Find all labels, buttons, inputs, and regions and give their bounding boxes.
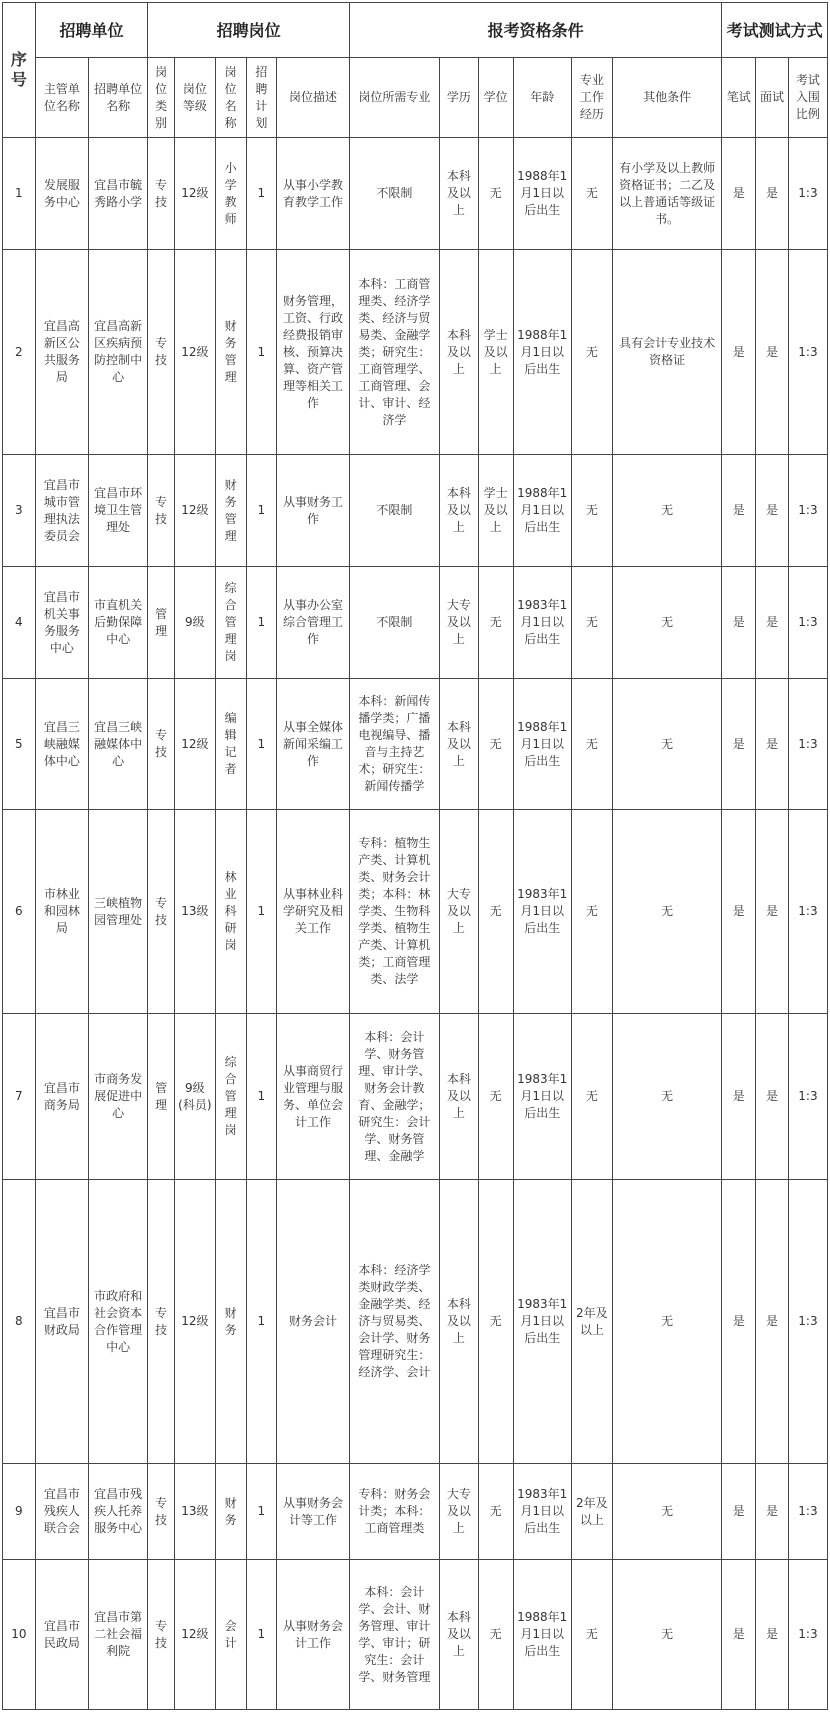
table-cell: 从事财务会计等工作: [277, 1464, 350, 1560]
table-cell: 1: [246, 1014, 277, 1180]
table-cell: 1: [246, 810, 277, 1014]
table-cell: 林业科研岗: [215, 810, 246, 1014]
table-cell: 无: [571, 250, 612, 455]
table-cell: 12级: [174, 679, 215, 810]
table-cell: 12级: [174, 1180, 215, 1464]
table-cell: 专技: [148, 679, 175, 810]
table-cell: 专科：财务会计类；本科：工商管理类: [349, 1464, 439, 1560]
header-sub: 岗位等级: [174, 58, 215, 138]
row-number: 2: [3, 250, 36, 455]
table-cell: 宜昌市毓秀路小学: [88, 138, 147, 250]
table-cell: 宜昌高新区公共服务局: [35, 250, 88, 455]
table-cell: 1983年1月1日以后出生: [513, 1014, 571, 1180]
table-cell: 12级: [174, 455, 215, 567]
table-row: [3, 138, 828, 250]
table-cell: 发展服务中心: [35, 138, 88, 250]
header-group-qualification: 报考资格条件: [349, 3, 722, 58]
table-cell: 宜昌市第二社会福利院: [88, 1560, 147, 1710]
table-cell: 市林业和园林局: [35, 810, 88, 1014]
table-cell: 从事商贸行业管理与服务、单位会计工作: [277, 1014, 350, 1180]
table-cell: 1983年1月1日以后出生: [513, 1180, 571, 1464]
table-cell: 是: [722, 1014, 756, 1180]
table-cell: 无: [478, 810, 513, 1014]
table-cell: 宜昌市残疾人托养服务中心: [88, 1464, 147, 1560]
table-cell: 是: [722, 455, 756, 567]
table-cell: 1988年1月1日以后出生: [513, 138, 571, 250]
table-cell: 1983年1月1日以后出生: [513, 810, 571, 1014]
table-cell: 是: [722, 1464, 756, 1560]
table-cell: 宜昌高新区疾病预防控制中心: [88, 250, 147, 455]
table-cell: 无: [478, 567, 513, 679]
table-cell: 从事全媒体新闻采编工作: [277, 679, 350, 810]
table-cell: 宜昌市机关事务服务中心: [35, 567, 88, 679]
table-cell: 无: [478, 1464, 513, 1560]
table-cell: 会计: [215, 1560, 246, 1710]
table-row: [3, 1464, 828, 1560]
table-cell: 1:3: [788, 138, 827, 250]
table-cell: 无: [612, 810, 722, 1014]
table-row: [3, 1560, 828, 1710]
table-cell: 学士及以上: [478, 250, 513, 455]
table-cell: 1983年1月1日以后出生: [513, 1464, 571, 1560]
table-cell: 1:3: [788, 567, 827, 679]
table-cell: 9级(科员): [174, 1014, 215, 1180]
table-cell: 是: [722, 567, 756, 679]
table-cell: 无: [612, 1180, 722, 1464]
header-sub: 岗位所需专业: [349, 58, 439, 138]
table-row: [3, 455, 828, 567]
header-group-exam: 考试测试方式: [722, 3, 828, 58]
table-cell: 从事林业科学研究及相关工作: [277, 810, 350, 1014]
header-sub: 招聘计划: [246, 58, 277, 138]
table-body: [3, 138, 828, 1710]
table-cell: 宜昌市财政局: [35, 1180, 88, 1464]
header-sub: 面试: [756, 58, 789, 138]
table-cell: 是: [756, 810, 789, 1014]
table-cell: 从事财务会计工作: [277, 1560, 350, 1710]
table-cell: 不限制: [349, 567, 439, 679]
table-cell: 本科：会计学、财务管理、审计学、财务会计教育、金融学；研究生：会计学、财务管理、金融学: [349, 1014, 439, 1180]
table-cell: 本科及以上: [439, 1560, 478, 1710]
table-cell: 1: [246, 138, 277, 250]
table-cell: 无: [478, 1014, 513, 1180]
table-cell: 具有会计专业技术资格证: [612, 250, 722, 455]
table-cell: 无: [478, 679, 513, 810]
table-cell: 财务会计: [277, 1180, 350, 1464]
table-cell: 1:3: [788, 679, 827, 810]
table-cell: 财务管理: [215, 250, 246, 455]
row-number: 5: [3, 679, 36, 810]
header-sub: 招聘单位名称: [88, 58, 147, 138]
table-cell: 宜昌市城市管理执法委员会: [35, 455, 88, 567]
table-cell: 1988年1月1日以后出生: [513, 1560, 571, 1710]
table-cell: 是: [756, 1014, 789, 1180]
table-cell: 1: [246, 567, 277, 679]
table-row: [3, 679, 828, 810]
table-cell: 2年及以上: [571, 1464, 612, 1560]
table-cell: 是: [722, 1180, 756, 1464]
table-cell: 本科：新闻传播学类；广播电视编导、播音与主持艺术；研究生：新闻传播学: [349, 679, 439, 810]
table-cell: 是: [756, 455, 789, 567]
table-cell: 是: [722, 679, 756, 810]
table-cell: 小学教师: [215, 138, 246, 250]
row-number: 8: [3, 1180, 36, 1464]
table-cell: 专技: [148, 1464, 175, 1560]
table-cell: 12级: [174, 138, 215, 250]
table-cell: 本科：工商管理类、经济学类、经济与贸易类、金融学类；研究生：工商管理学、工商管理、会计、审计、经济学: [349, 250, 439, 455]
table-cell: 1: [246, 1180, 277, 1464]
recruitment-table: [2, 2, 828, 1710]
table-cell: 专技: [148, 1180, 175, 1464]
table-cell: 综合管理岗: [215, 567, 246, 679]
table-cell: 不限制: [349, 138, 439, 250]
table-cell: 专科：植物生产类、计算机类、财务会计类；本科：林学类、生物科学类、植物生产类、计算机类；工商管理类、法学: [349, 810, 439, 1014]
table-cell: 1:3: [788, 250, 827, 455]
table-cell: 管理: [148, 1014, 175, 1180]
table-row: [3, 1180, 828, 1464]
table-cell: 财务: [215, 1464, 246, 1560]
table-cell: 无: [612, 455, 722, 567]
table-cell: 市商务发展促进中心: [88, 1014, 147, 1180]
table-cell: 本科及以上: [439, 679, 478, 810]
table-cell: 是: [756, 1464, 789, 1560]
table-cell: 本科及以上: [439, 250, 478, 455]
table-cell: 1: [246, 1560, 277, 1710]
row-number: 4: [3, 567, 36, 679]
table-cell: 本科及以上: [439, 455, 478, 567]
table-cell: 从事财务工作: [277, 455, 350, 567]
row-number: 9: [3, 1464, 36, 1560]
table-cell: 宜昌市环境卫生管理处: [88, 455, 147, 567]
header-sub: 专业工作经历: [571, 58, 612, 138]
table-cell: 是: [756, 1560, 789, 1710]
table-cell: 是: [756, 1180, 789, 1464]
table-cell: 是: [722, 138, 756, 250]
table-cell: 无: [571, 1560, 612, 1710]
table-cell: 宜昌市商务局: [35, 1014, 88, 1180]
table-cell: 1: [246, 679, 277, 810]
table-cell: 1:3: [788, 810, 827, 1014]
table-cell: 9级: [174, 567, 215, 679]
table-cell: 大专及以上: [439, 1464, 478, 1560]
table-cell: 本科及以上: [439, 1014, 478, 1180]
row-number: 3: [3, 455, 36, 567]
table-cell: 无: [612, 1014, 722, 1180]
table-cell: 1:3: [788, 1464, 827, 1560]
table-cell: 1:3: [788, 1560, 827, 1710]
table-cell: 无: [478, 1560, 513, 1710]
table-cell: 专技: [148, 455, 175, 567]
table-cell: 本科：经济学类财政学类、金融学类、经济与贸易类、会计学、财务管理研究生：经济学、会计: [349, 1180, 439, 1464]
header-sub: 岗位类别: [148, 58, 175, 138]
table-cell: 学士及以上: [478, 455, 513, 567]
table-cell: 专技: [148, 1560, 175, 1710]
header-sub: 其他条件: [612, 58, 722, 138]
table-cell: 无: [571, 679, 612, 810]
table-cell: 宜昌三峡融媒体中心: [88, 679, 147, 810]
table-cell: 财务管理: [215, 455, 246, 567]
table-row: [3, 810, 828, 1014]
header-sub: 学位: [478, 58, 513, 138]
table-cell: 是: [756, 138, 789, 250]
table-cell: 1:3: [788, 1180, 827, 1464]
header-sub: 岗位描述: [277, 58, 350, 138]
row-number: 6: [3, 810, 36, 1014]
table-cell: 本科：会计学、会计、财务管理、审计学、审计；研究生：会计学、财务管理: [349, 1560, 439, 1710]
table-cell: 是: [722, 1560, 756, 1710]
table-cell: 编辑记者: [215, 679, 246, 810]
table-cell: 财务: [215, 1180, 246, 1464]
table-cell: 1988年1月1日以后出生: [513, 455, 571, 567]
header-sub: 考试入围比例: [788, 58, 827, 138]
table-cell: 无: [571, 810, 612, 1014]
table-cell: 管理: [148, 567, 175, 679]
header-sub: 年龄: [513, 58, 571, 138]
row-number: 10: [3, 1560, 36, 1710]
table-cell: 大专及以上: [439, 567, 478, 679]
table-cell: 大专及以上: [439, 810, 478, 1014]
table-cell: 不限制: [349, 455, 439, 567]
header-seq: 序号: [3, 3, 36, 138]
row-number: 7: [3, 1014, 36, 1180]
table-cell: 市直机关后勤保障中心: [88, 567, 147, 679]
table-cell: 12级: [174, 250, 215, 455]
table-cell: 是: [756, 567, 789, 679]
table-cell: 13级: [174, 810, 215, 1014]
table-cell: 无: [478, 138, 513, 250]
table-cell: 宜昌市残疾人联合会: [35, 1464, 88, 1560]
table-cell: 专技: [148, 250, 175, 455]
table-cell: 本科及以上: [439, 138, 478, 250]
table-cell: 1983年1月1日以后出生: [513, 567, 571, 679]
table-cell: 财务管理，工资、行政经费报销审核、预算决算、资产管理等相关工作: [277, 250, 350, 455]
table-cell: 宜昌三峡融媒体中心: [35, 679, 88, 810]
table-cell: 是: [722, 250, 756, 455]
table-cell: 无: [612, 679, 722, 810]
table-cell: 从事小学教育教学工作: [277, 138, 350, 250]
table-cell: 是: [756, 250, 789, 455]
table-cell: 从事办公室综合管理工作: [277, 567, 350, 679]
header-sub: 笔试: [722, 58, 756, 138]
table-cell: 市政府和社会资本合作管理中心: [88, 1180, 147, 1464]
table-cell: 无: [571, 455, 612, 567]
table-cell: 综合管理岗: [215, 1014, 246, 1180]
table-cell: 宜昌市民政局: [35, 1560, 88, 1710]
table-cell: 1: [246, 1464, 277, 1560]
table-cell: 是: [722, 810, 756, 1014]
table-cell: 无: [571, 567, 612, 679]
table-cell: 12级: [174, 1560, 215, 1710]
table-cell: 1:3: [788, 1014, 827, 1180]
table-row: [3, 567, 828, 679]
table-cell: 是: [756, 679, 789, 810]
table-cell: 三峡植物园管理处: [88, 810, 147, 1014]
table-row: [3, 250, 828, 455]
table-cell: 无: [612, 1464, 722, 1560]
row-number: 1: [3, 138, 36, 250]
header-group-post: 招聘岗位: [148, 3, 350, 58]
table-cell: 1988年1月1日以后出生: [513, 679, 571, 810]
table-cell: 1: [246, 455, 277, 567]
header-sub: 学历: [439, 58, 478, 138]
table-cell: 无: [612, 567, 722, 679]
table-cell: 1: [246, 250, 277, 455]
table-cell: 本科及以上: [439, 1180, 478, 1464]
table-cell: 1988年1月1日以后出生: [513, 250, 571, 455]
table-cell: 无: [571, 1014, 612, 1180]
table-row: [3, 1014, 828, 1180]
table-cell: 有小学及以上教师资格证书；二乙及以上普通话等级证书。: [612, 138, 722, 250]
header-sub: 岗位名称: [215, 58, 246, 138]
table-cell: 无: [478, 1180, 513, 1464]
table-cell: 13级: [174, 1464, 215, 1560]
table-cell: 无: [612, 1560, 722, 1710]
header-sub: 主管单位名称: [35, 58, 88, 138]
table-cell: 专技: [148, 138, 175, 250]
table-cell: 1:3: [788, 455, 827, 567]
table-cell: 2年及以上: [571, 1180, 612, 1464]
header-group-unit: 招聘单位: [35, 3, 148, 58]
table-cell: 无: [571, 138, 612, 250]
table-cell: 专技: [148, 810, 175, 1014]
